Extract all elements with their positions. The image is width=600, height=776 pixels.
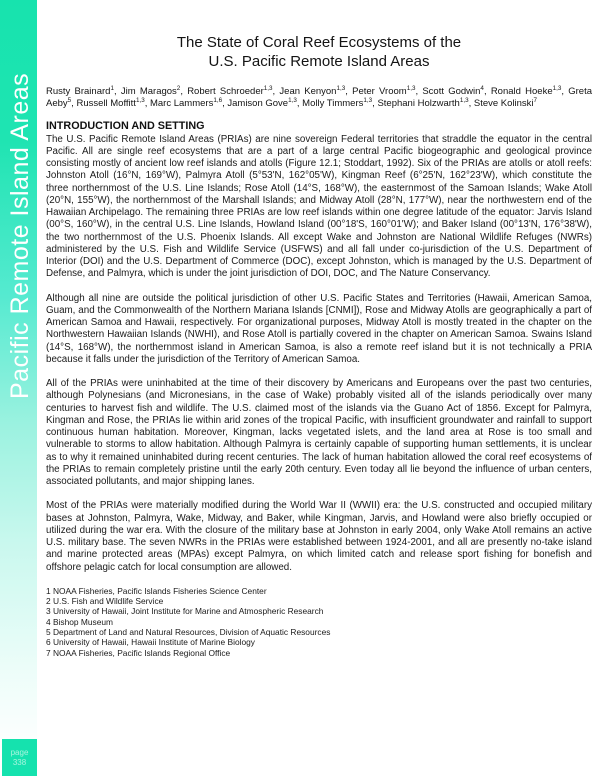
author-name: Robert Schroeder xyxy=(187,86,264,97)
article-title xyxy=(46,33,592,71)
footnotes xyxy=(46,586,592,658)
author-name: Jim Maragos xyxy=(120,86,177,97)
page-badge-label: page xyxy=(10,748,29,757)
author-affiliation-superscript: 4 xyxy=(480,84,484,92)
footnote-line: 2 U.S. Fish and Wildlife Service xyxy=(46,596,164,607)
author-affiliation-superscript: 5 xyxy=(67,96,72,104)
author-affiliation-superscript: 1,3 xyxy=(263,84,273,92)
article-content xyxy=(46,0,592,658)
author-line: Rusty Brainard$^1$, Jim Maragos$^2$, Robert Schroeder$^{1,3}$, Jean Kenyon$^{1,3}$, Peter Vroom$^{1,3}$, Scott Godwin$^4$, Ronald Hoeke$^{1,3}$, Greta Aeby$^5$, Russell Moffitt$^{1,3}$, Marc Lammers$^{1,6}$, Jamison Gove$^{1,3}$, Molly Timmers$^{1,3}$, Stephani Holzwarth$^{1,3}$, Steve Kolinski$^7$ xyxy=(46,84,593,109)
author-name: Peter Vroom xyxy=(352,86,407,97)
author-name: Jean Kenyon xyxy=(279,86,337,97)
body-paragraph: Although all nine are outside the political jurisdiction of other U.S. Pacific States and Territories (Hawaii, American Samoa, Guam, and the Commonwealth of the Northern Mariana Islands [CNMI]), Rose and Midway Atolls are geographically a part of American Samoa and Hawaii, respectively. For organizational purposes, Midway Atoll is mostly treated in the chapter on the Northwestern Hawaiian Islands (NWHI), and Rose Atoll is partially covered in the chapter on American Samoa. Swains Island (14°S, 168°W), the northernmost island in American Samoa, is also a remote reef island but it is not technically a PRIA because it falls under the jurisdiction of the Territory of American Samoa. xyxy=(46,292,592,365)
author-affiliation-superscript: 1,3 xyxy=(336,84,346,92)
author-affiliation-superscript: 1,3 xyxy=(135,96,145,104)
sidebar-gradient xyxy=(0,0,37,776)
author-affiliation-superscript: 2 xyxy=(176,84,181,92)
author-name: Scott Godwin xyxy=(422,86,481,97)
author-name: Marc Lammers xyxy=(149,97,214,109)
author-affiliation-superscript: 1,3 xyxy=(406,84,416,92)
author-name: Stephani Holzwarth xyxy=(377,97,460,109)
author-affiliation-superscript: 7 xyxy=(533,96,538,104)
footnote-line: 4 Bishop Museum xyxy=(46,616,114,627)
footnote-line: 7 NOAA Fisheries, Pacific Islands Regional Office xyxy=(46,647,231,658)
author-affiliation-superscript: 1,3 xyxy=(459,96,469,104)
author-affiliation-superscript: 1,3 xyxy=(363,96,373,104)
author-affiliation-superscript: 1,6 xyxy=(213,96,223,104)
author-name: Jamison Gove xyxy=(227,97,289,109)
section-heading: INTRODUCTION AND SETTING xyxy=(46,119,205,132)
author-affiliation-superscript: 1,3 xyxy=(552,84,562,92)
page-number-badge xyxy=(2,739,37,776)
author-name: Molly Timmers xyxy=(302,97,364,109)
footnote-line: 3 University of Hawaii, Joint Institute for Marine and Atmospheric Research xyxy=(46,606,324,617)
body-paragraph: The U.S. Pacific Remote Island Areas (PRIAs) are nine sovereign Federal territories that straddle the equator in the central Pacific. All are single reef ecosystems that are a part of a large central Pacific biogeographic and geological province consisting mostly of ancient low reef islands and atolls (Figure 12.1; Stoddart, 1992). Six of the PRIAs are atolls or atoll reefs: Johnston Atoll (16°N, 169°W), Palmyra Atoll (5°53'N, 162°05'W), Kingman Reef (6°25'N, 162°23'W), which constitute the three northernmost of the U.S. Line Islands; Rose Atoll (14°S, 168°W), the easternmost of the Samoan Islands; Wake Atoll (20°N, 155°W), the northernmost of the Marshall Islands; and Midway Atoll (28°N, 177°W), near the northwestern end of the Hawaiian Archipelago. The remaining three PRIAs are low reef islands within one degree latitude of the equator: Jarvis Island (00°S, 160°W), in the central U.S. Line Islands, Howland Island (00°18'S, 160°01'W); and Baker Island (00°13'N, 176°38'W), the two northernmost of the U.S. Phoenix Islands. All except Wake and Johnston are National Wildlife Refuges (NWRs) administered by the U.S. Fish and Wildlife Service (USFWS) and all fall under co-jurisdiction of the U.S. Department of Interior (DOI) and the U.S. Department of Commerce (DOC), except Johnston, which is managed by the U.S. Department of Defense, and Palmyra, which is under the joint jurisdiction of DOI, DOC, and The Nature Conservancy. xyxy=(46,133,592,280)
author-name: Russell Moffitt xyxy=(76,97,136,109)
footnote-line: 6 University of Hawaii, Hawaii Institute of Marine Biology xyxy=(46,637,255,648)
title-line-2: U.S. Pacific Remote Island Areas xyxy=(208,53,430,70)
author-name: Steve Kolinski xyxy=(473,97,534,109)
body-paragraph: All of the PRIAs were uninhabited at the time of their discovery by Americans and Europeans over the past two centuries, although Polynesians (and Micronesians, in the case of Wake) probably visited all of the islands periodically over many centuries to harvest fish and wildlife. The U.S. claimed most of the islands via the Guano Act of 1856. Except for Palmyra, Kingman and Rose, the PRIAs lie within arid zones of the tropical Pacific, with insufficient groundwater and rainfall to support continuous human habitation. Moreover, Kingman, lacks vegetated islets, and the land area at Rose is too small and vulnerable to storms to allow habitation. Although Palmyra is certainly capable of supporting human settlements, it is unclear as to why it remained uninhabited during recent centuries. The lack of human habitation allowed the coral reef ecosystems of the PRIAs to remain completely pristine until the early 20th century. Even today all lie beyond the influence of urban centers, associated pollutants, and major shipping lanes. xyxy=(46,378,592,488)
body-paragraph: Most of the PRIAs were materially modified during the World War II (WWII) era: the U.S. constructed and occupied military bases at Johnston, Palmyra, Wake, Midway, and Baker, while Kingman, Jarvis, and Howland were also briefly occupied or utilized during the war era. With the closure of the military base at Johnston in early 2004, only Wake Atoll remains an active U.S. military base. The seven NWRs in the PRIAs were established between 1924-2001, and all are presently no-take island and marine protected areas (MPAs) except Palmyra, on which limited catch and release sport fishing for bonefish and offshore pelagic catch for local consumption are allowed. xyxy=(46,500,592,573)
page-badge-number: 338 xyxy=(12,757,27,767)
footnote-line: 5 Department of Land and Natural Resources, Division of Aquatic Resources xyxy=(46,627,331,638)
body-paragraphs xyxy=(46,134,592,574)
title-line-1: The State of Coral Reef Ecosystems of the xyxy=(176,34,462,51)
author-name: Rusty Brainard xyxy=(46,86,111,97)
author-affiliation-superscript: 1 xyxy=(110,84,114,92)
author-name: Ronald Hoeke xyxy=(490,86,553,97)
sidebar-vertical-title: Pacific Remote Island Areas xyxy=(6,72,34,399)
author-affiliation-superscript: 1,3 xyxy=(288,96,297,104)
footnote-line: 1 NOAA Fisheries, Pacific Islands Fisheries Science Center xyxy=(46,585,267,596)
author-name: Greta Aeby xyxy=(46,86,593,109)
